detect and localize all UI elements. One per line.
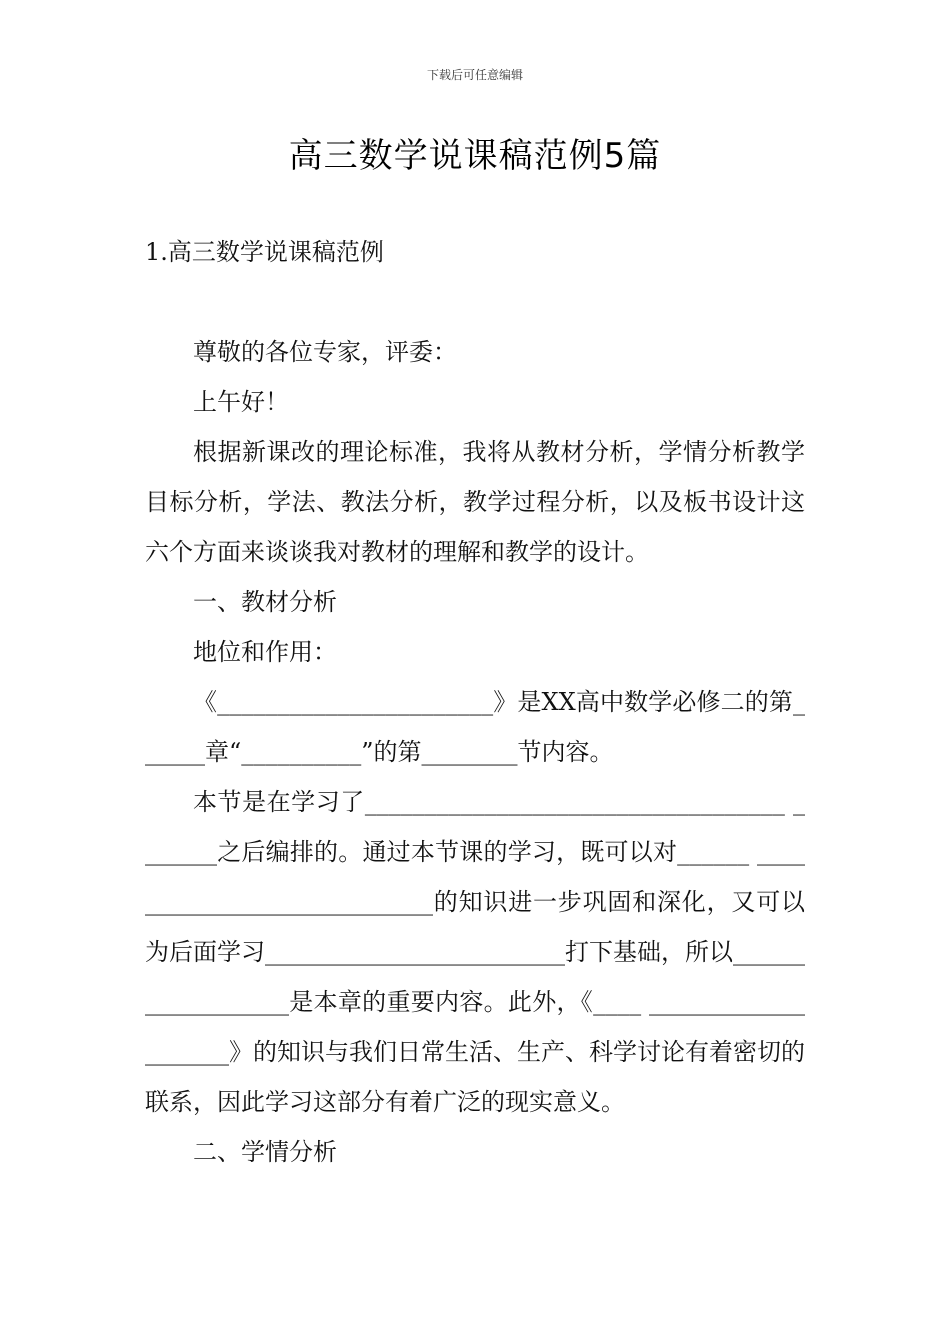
subheading-textbook-analysis: 一、教材分析 <box>193 588 337 616</box>
paragraph-greeting: 尊敬的各位专家，评委： <box>193 338 457 366</box>
paragraph-textbook-fill-in: 《_______________________》是XX高中数学必修二的第______章“__________”的第________节内容。 <box>145 688 805 766</box>
page-header-note: 下载后可任意编辑 <box>426 68 523 82</box>
paragraph-good-morning: 上午好！ <box>193 388 289 416</box>
section-heading: 1.高三数学说课稿范例 <box>145 238 384 266</box>
subheading-learner-analysis: 二、学情分析 <box>193 1138 337 1166</box>
document-body <box>145 327 805 1177</box>
document-title: 高三数学说课稿范例5篇 <box>288 136 662 176</box>
subheading-position-role: 地位和作用： <box>193 638 337 666</box>
paragraph-intro: 根据新课改的理论标准，我将从教材分析，学情分析教学目标分析，学法、教法分析，教学过程分析，以及板书设计这六个方面来谈谈我对教材的理解和教学的设计。 <box>145 438 805 566</box>
paragraph-section-context: 本节是在学习了___________________________________ _______之后编排的。通过本节课的学习，既可以对______ ____________________________的知识进一步巩固和深化，又可以为后面学习_________________________打下基础，所以__________________是本章的重要内容。此外，《____ ____________________》的知识与我们日常生活、生产、科学讨论有着密切的联系，因此学习这部分有着广泛的现实意义。 <box>145 788 805 1116</box>
